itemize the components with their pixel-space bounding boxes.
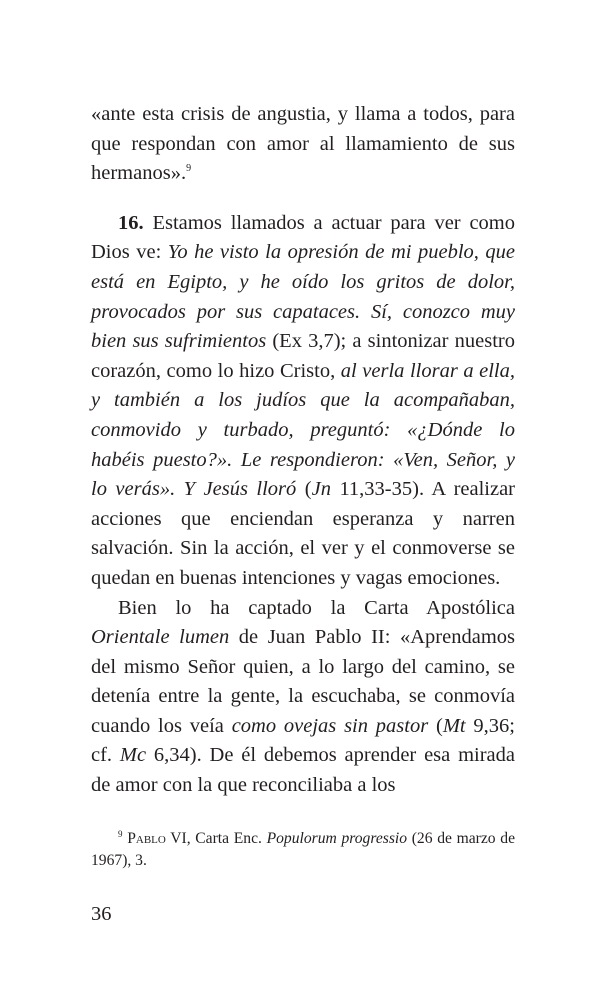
paragraph-3-title: Orientale lumen [91,626,230,649]
section-16-text-3: ( [296,478,312,501]
paragraph-3-text-2: de Juan Pablo II: «Aprendamos del mismo Señor quien, a lo largo del camino, se detenía entre la gente, la escuchaba, se conmovía cuando los veía [91,626,515,737]
footnote-text-2: (26 de marzo de 1967), 3. [91,830,515,869]
paragraph-orientale-lumen [91,594,515,801]
section-16-ref-jn: Jn [311,478,331,501]
paragraph-3-text-3: ( [428,714,443,737]
paragraph-3-text-4: 9,36; cf. [91,714,516,767]
section-16-quote-exodus: Yo he visto la opresión de mi pueblo, que está en Egipto, y he oído los gritos de dolor, provocados por sus capataces. Sí, conozco muy bien sus sufrimientos [91,241,515,353]
footnote-reference[interactable]: 9 [186,163,192,175]
paragraph-3-ref-mt: Mt [442,714,466,737]
section-16-text-4: 11,33-35). A realizar acciones que enciendan esperanza y narren salvación. Sin la acción, el ver y el conmoverse se quedan en buenas intenciones y vagas emociones. [91,478,516,589]
paragraph-3-quote: como ovejas sin pastor [231,714,429,737]
footnote-text-1: , Carta Enc. [186,830,267,847]
footnote-title: Populorum progressio [266,830,408,847]
body-text [91,100,515,801]
section-16-text-2: (Ex 3,7); a sintonizar nuestro corazón, como lo hizo Cristo, [91,330,515,382]
paragraph-3-ref-mc: Mc [119,744,147,767]
paragraph-gap [91,189,515,209]
section-16-paragraph [91,209,515,594]
footnote-mark: 9 [118,828,123,839]
footnote-author: Pablo VI [127,830,187,847]
section-16-quote-john: al verla llorar a ella, y también a los judíos que la acompañaban, conmovido y turbado, preguntó: «¿Dónde lo habéis puesto?». Le respondieron: «Ven, Señor, y lo verás». Y Jesús lloró [91,359,516,501]
paragraph-continuation [91,100,515,189]
page-number: 36 [91,903,112,925]
footnote [91,828,515,872]
paragraph-3-text-1: Bien lo ha captado la Carta Apostólica [118,596,515,619]
section-number: 16. [118,211,144,234]
paragraph-1-text: «ante esta crisis de angustia, y llama a todos, para que respondan con amor al llamamiento de sus hermanos». [91,103,515,185]
paragraph-3-text-5: 6,34). De él debemos aprender esa mirada de amor con la que reconciliaba a los [91,744,515,797]
section-16-text-1: Estamos llamados a actuar para ver como Dios ve: [91,211,515,264]
